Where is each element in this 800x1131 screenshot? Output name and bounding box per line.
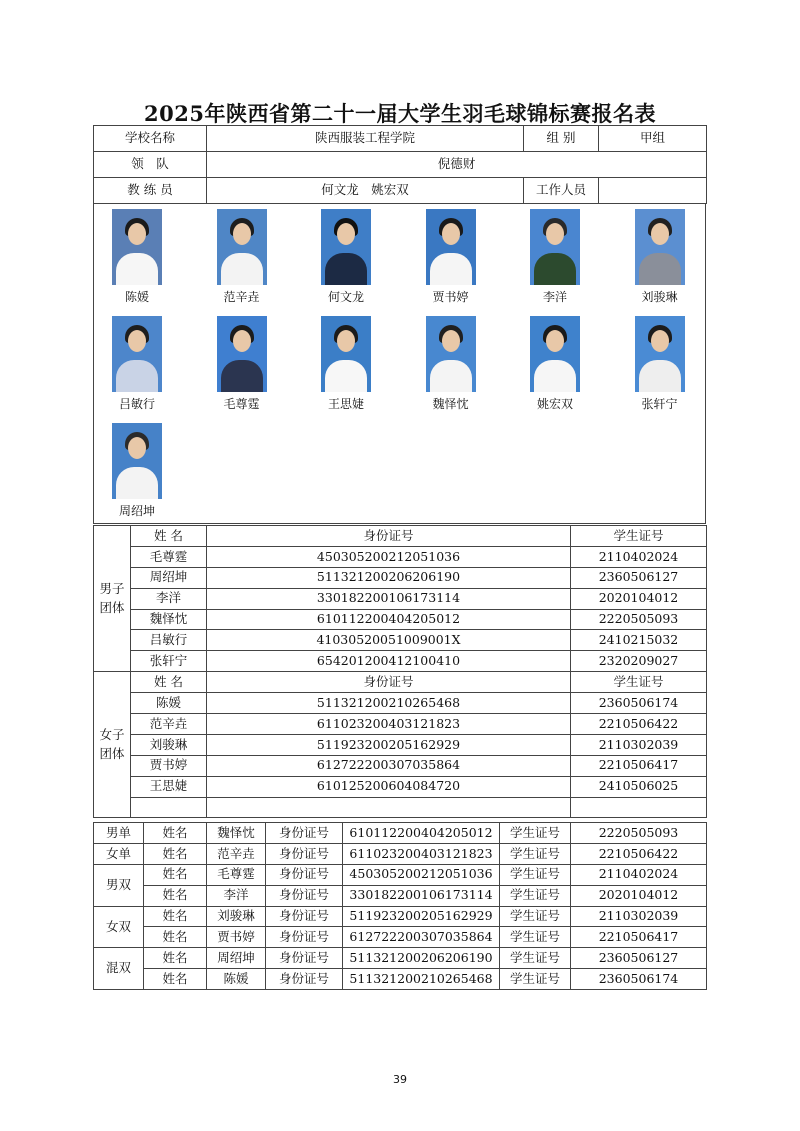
name-label: 姓名: [144, 969, 207, 990]
id-label: 身份证号: [266, 969, 343, 990]
table-row: [94, 567, 707, 588]
table-row: [94, 969, 707, 990]
group-label: 组 别: [524, 126, 599, 152]
athlete-photo-card: [94, 316, 183, 410]
student-number: 2360506127: [571, 567, 707, 588]
athlete-name: 周绍坤: [207, 948, 266, 969]
student-number: 2360506174: [571, 969, 707, 990]
id-number: 41030520051009001X: [207, 630, 571, 651]
student-number: 2320209027: [571, 651, 707, 672]
portrait-photo: [217, 316, 267, 392]
table-row: [94, 651, 707, 672]
portrait-photo: [217, 209, 267, 285]
col-header-name: 姓 名: [131, 672, 207, 693]
student-number: 2020104012: [571, 885, 707, 906]
student-number: 2110402024: [571, 546, 707, 567]
student-number: 2360506127: [571, 948, 707, 969]
form-title: 2025年陕西省第二十一届大学生羽毛球锦标赛报名表: [144, 101, 656, 126]
table-row: [94, 630, 707, 651]
athlete-photo-card: [615, 209, 705, 303]
student-number: 2020104012: [571, 588, 707, 609]
photo-caption: 张轩宁: [641, 397, 678, 411]
athlete-name: 魏怿忱: [131, 609, 207, 630]
id-number: 612722200307035864: [207, 755, 571, 776]
student-number: 2210506422: [571, 714, 707, 735]
id-number: 654201200412100410: [207, 651, 571, 672]
id-label: 身份证号: [266, 906, 343, 927]
student-number: 2210506417: [571, 755, 707, 776]
table-row: [94, 755, 707, 776]
athlete-name: 李洋: [207, 885, 266, 906]
team-table: [93, 525, 707, 818]
school-value: 陕西服装工程学院: [207, 126, 524, 152]
athlete-name: 吕敏行: [131, 630, 207, 651]
header-table: [93, 125, 707, 204]
student-number: 2220505093: [571, 609, 707, 630]
athlete-name: 李洋: [131, 588, 207, 609]
athlete-name: 王思婕: [131, 776, 207, 797]
event-label: 男单: [94, 823, 144, 844]
student-number: 2360506174: [571, 693, 707, 714]
portrait-photo: [530, 316, 580, 392]
id-number: 511321200206206190: [207, 567, 571, 588]
event-label: 女双: [94, 906, 144, 948]
col-header-id: 身份证号: [207, 526, 571, 547]
id-number: 511321200210265468: [207, 693, 571, 714]
student-label: 学生证号: [500, 927, 571, 948]
table-row: [94, 948, 707, 969]
photo-caption: 魏怿忱: [432, 397, 469, 411]
id-number: 330182200106173114: [343, 885, 500, 906]
table-row: [94, 588, 707, 609]
individual-table: [93, 822, 707, 990]
table-row: [94, 823, 707, 844]
id-number: 330182200106173114: [207, 588, 571, 609]
table-row: [94, 843, 707, 864]
col-header-id: 身份证号: [207, 672, 571, 693]
student-label: 学生证号: [500, 948, 571, 969]
id-number: 610125200604084720: [207, 776, 571, 797]
table-row: [94, 693, 707, 714]
id-number: 611023200403121823: [343, 843, 500, 864]
table-row: [94, 776, 707, 797]
portrait-photo: [112, 423, 162, 499]
athlete-photo-card: [301, 209, 391, 303]
photo-caption: 吕敏行: [118, 397, 155, 411]
name-label: 姓名: [144, 885, 207, 906]
student-number: [571, 797, 707, 818]
men-team-label: 男子团体: [94, 526, 131, 672]
id-number: 511321200206206190: [343, 948, 500, 969]
athlete-photo-card: [510, 316, 600, 410]
athlete-photo-card: [197, 209, 287, 303]
athlete-name: [131, 797, 207, 818]
athlete-photo-card: [406, 209, 496, 303]
athlete-name: 刘骏琳: [131, 734, 207, 755]
id-number: 611023200403121823: [207, 714, 571, 735]
photo-caption: 姚宏双: [536, 397, 573, 411]
portrait-photo: [530, 209, 580, 285]
photo-caption: 何文龙: [327, 290, 364, 304]
student-number: 2410506025: [571, 776, 707, 797]
id-number: 610112200404205012: [207, 609, 571, 630]
table-row: [94, 927, 707, 948]
table-row: [94, 885, 707, 906]
photo-caption: 王思婕: [327, 397, 364, 411]
athlete-photo-card: [301, 316, 391, 410]
id-number: 450305200212051036: [207, 546, 571, 567]
student-number: 2110302039: [571, 906, 707, 927]
portrait-photo: [321, 316, 371, 392]
id-label: 身份证号: [266, 948, 343, 969]
athlete-name: 范辛垚: [207, 843, 266, 864]
event-label: 男双: [94, 864, 144, 906]
col-header-name: 姓 名: [131, 526, 207, 547]
id-label: 身份证号: [266, 885, 343, 906]
athlete-name: 魏怿忱: [207, 823, 266, 844]
id-number: 610112200404205012: [343, 823, 500, 844]
leader-value: 倪德财: [207, 152, 707, 178]
page-number: 39: [393, 1073, 407, 1086]
portrait-photo: [635, 209, 685, 285]
id-number: [207, 797, 571, 818]
athlete-name: 陈媛: [207, 969, 266, 990]
portrait-photo: [112, 316, 162, 392]
id-label: 身份证号: [266, 843, 343, 864]
staff-value: [599, 178, 707, 204]
school-label: 学校名称: [94, 126, 207, 152]
id-number: 511321200210265468: [343, 969, 500, 990]
table-row: [94, 906, 707, 927]
women-team-label: 女子团体: [94, 672, 131, 818]
photo-gallery: [94, 204, 706, 523]
athlete-name: 范辛垚: [131, 714, 207, 735]
athlete-photo-card: [406, 316, 496, 410]
event-label: 混双: [94, 948, 144, 990]
student-number: 2210506417: [571, 927, 707, 948]
athlete-photo-card: [197, 316, 287, 410]
student-label: 学生证号: [500, 969, 571, 990]
photo-caption: 范辛垚: [223, 290, 260, 304]
athlete-name: 陈媛: [131, 693, 207, 714]
coach-label: 教 练 员: [94, 178, 207, 204]
student-label: 学生证号: [500, 906, 571, 927]
name-label: 姓名: [144, 843, 207, 864]
portrait-photo: [426, 316, 476, 392]
name-label: 姓名: [144, 948, 207, 969]
student-label: 学生证号: [500, 823, 571, 844]
table-row: [94, 609, 707, 630]
student-number: 2410215032: [571, 630, 707, 651]
id-label: 身份证号: [266, 927, 343, 948]
student-number: 2110402024: [571, 864, 707, 885]
student-label: 学生证号: [500, 885, 571, 906]
photo-caption: 贾书婷: [432, 290, 469, 304]
photo-caption: 周绍坤: [118, 504, 155, 518]
athlete-photo-card: [94, 423, 183, 517]
athlete-photo-card: [615, 316, 705, 410]
leader-label: 领 队: [94, 152, 207, 178]
photo-caption: 刘骏琳: [641, 290, 678, 304]
athlete-photo-card: [510, 209, 600, 303]
staff-label: 工作人员: [524, 178, 599, 204]
table-row: [94, 864, 707, 885]
athlete-name: 毛尊霆: [207, 864, 266, 885]
table-row: [94, 797, 707, 818]
student-number: 2110302039: [571, 734, 707, 755]
id-number: 450305200212051036: [343, 864, 500, 885]
athlete-name: 贾书婷: [207, 927, 266, 948]
table-row: [94, 546, 707, 567]
name-label: 姓名: [144, 927, 207, 948]
coach-value: 何文龙 姚宏双: [207, 178, 524, 204]
photo-caption: 李洋: [542, 290, 567, 304]
student-label: 学生证号: [500, 864, 571, 885]
student-label: 学生证号: [500, 843, 571, 864]
photo-caption: 毛尊霆: [223, 397, 260, 411]
event-label: 女单: [94, 843, 144, 864]
name-label: 姓名: [144, 864, 207, 885]
name-label: 姓名: [144, 906, 207, 927]
table-row: [94, 734, 707, 755]
athlete-name: 贾书婷: [131, 755, 207, 776]
id-number: 511923200205162929: [207, 734, 571, 755]
table-row: [94, 714, 707, 735]
athlete-name: 张轩宁: [131, 651, 207, 672]
athlete-name: 刘骏琳: [207, 906, 266, 927]
athlete-name: 周绍坤: [131, 567, 207, 588]
portrait-photo: [321, 209, 371, 285]
portrait-photo: [635, 316, 685, 392]
id-number: 612722200307035864: [343, 927, 500, 948]
portrait-photo: [112, 209, 162, 285]
student-number: 2210506422: [571, 843, 707, 864]
portrait-photo: [426, 209, 476, 285]
athlete-photo-card: [94, 209, 183, 303]
name-label: 姓名: [144, 823, 207, 844]
group-value: 甲组: [599, 126, 707, 152]
athlete-name: 毛尊霆: [131, 546, 207, 567]
col-header-student: 学生证号: [571, 526, 707, 547]
student-number: 2220505093: [571, 823, 707, 844]
id-number: 511923200205162929: [343, 906, 500, 927]
id-label: 身份证号: [266, 864, 343, 885]
photo-table: [93, 203, 706, 524]
col-header-student: 学生证号: [571, 672, 707, 693]
photo-caption: 陈媛: [124, 290, 149, 304]
id-label: 身份证号: [266, 823, 343, 844]
